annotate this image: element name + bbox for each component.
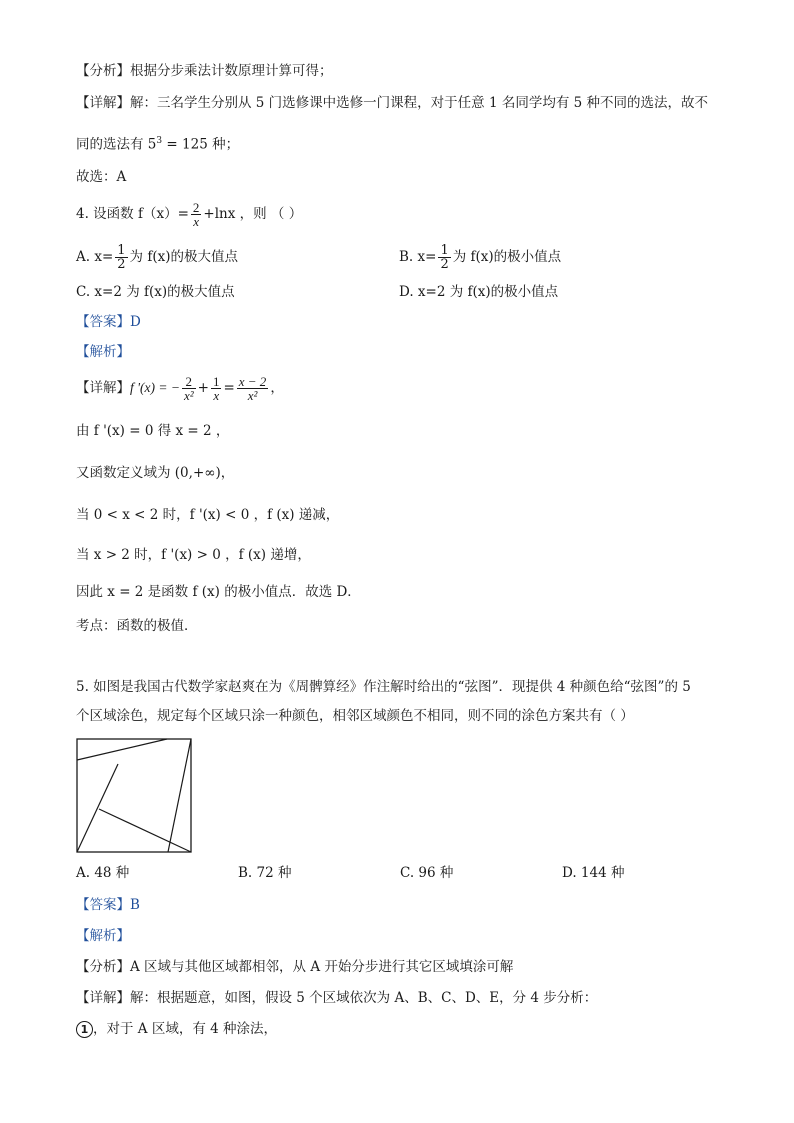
detail-text: 解：根据题意，如图，假设 5 个区域依次为 A、B、C、D、E，分 4 步分析：: [130, 990, 598, 1006]
q4-kaodian-line: 考点：函数的极值．: [76, 618, 198, 634]
analysis-text: 根据分步乘法计数原理计算可得；: [130, 63, 333, 79]
numerator: 2: [192, 200, 200, 215]
punct: ，: [270, 380, 284, 396]
fraction: [438, 244, 450, 271]
fraction: [211, 375, 222, 402]
q3-choice: 故选：A: [76, 169, 127, 185]
q4-answer: [76, 312, 141, 332]
stem-text: 4. 设函数 f（x）=: [76, 206, 189, 222]
analysis-label: 【分析】: [76, 959, 130, 975]
numerator: x − 2: [238, 374, 267, 389]
q3-analysis-line: [76, 61, 333, 81]
fraction: [237, 375, 269, 402]
detail-text: 同的选法有 5: [76, 136, 157, 153]
option-text: B. x=: [399, 249, 437, 265]
denominator: 2: [117, 257, 126, 272]
fraction: [115, 244, 127, 271]
chord-right: [168, 739, 191, 852]
exponent: 3: [156, 136, 163, 146]
numerator: 2: [185, 374, 193, 389]
denominator: x: [211, 388, 222, 402]
q4-stem: [76, 196, 302, 232]
q5-stem-line2: 个区域涂色，规定每个区域只涂一种颜色，相邻区域颜色不相同，则不同的涂色方案共有（ ）: [76, 708, 634, 724]
q4-decreasing-line: 当 0 < x < 2 时，f '(x) < 0 ，f (x) 递减，: [76, 507, 340, 523]
chord-bottom: [99, 809, 191, 852]
fraction: [191, 201, 202, 228]
q5-option-a: A. 48 种: [76, 865, 130, 881]
q5-option-b: B. 72 种: [238, 865, 292, 881]
option-text: 为 f(x)的极小值点: [452, 249, 562, 265]
q4-domain-line: 又函数定义域为 (0,+∞)，: [76, 465, 235, 481]
numerator: 1: [117, 243, 126, 258]
chord-top: [77, 739, 167, 760]
analysis-text: A 区域与其他区域都相邻，从 A 开始分步进行其它区域填涂可解: [130, 959, 514, 975]
q4-option-d: D. x=2 为 f(x)的极小值点: [399, 284, 559, 300]
detail-text: 解：三名学生分别从 5 门选修课中选修一门课程，对于任意 1 名同学均有 5 种不同的选法，故不: [130, 95, 709, 111]
q5-answer: [76, 895, 140, 915]
option-text: A. x=: [76, 249, 114, 265]
stem-text: +lnx ，则 （ ）: [203, 206, 303, 222]
q5-option-d: D. 144 种: [562, 865, 625, 881]
chord-left: [77, 764, 118, 852]
circled-number-one-icon: 1: [76, 1021, 93, 1038]
q5-option-c: C. 96 种: [400, 865, 454, 881]
q5-jiexi-label: 【解析】: [76, 928, 130, 944]
option-text: 为 f(x)的极大值点: [129, 249, 238, 265]
analysis-label: 【分析】: [76, 63, 130, 79]
q4-conclusion-line: 因此 x = 2 是函数 f (x) 的极小值点．故选 D．: [76, 584, 361, 600]
detail-label: 【详解】: [76, 990, 130, 1006]
math-op: =: [223, 380, 235, 396]
math-op: +: [197, 380, 209, 396]
fraction: [182, 375, 196, 402]
numerator: 1: [212, 374, 220, 389]
xian-tu-figure: [76, 738, 194, 854]
q4-derivative-line: [76, 368, 284, 408]
denominator: x²: [183, 388, 194, 403]
denominator: 2: [440, 257, 449, 272]
answer-value: D: [130, 314, 141, 330]
step-text: ，对于 A 区域，有 4 种涂法，: [93, 1021, 278, 1037]
q4-zero-line: 由 f '(x) = 0 得 x = 2 ，: [76, 423, 230, 439]
denominator: x: [191, 214, 202, 228]
q4-option-c: C. x=2 为 f(x)的极大值点: [76, 284, 235, 300]
q5-step1-line: [76, 1019, 277, 1039]
q4-jiexi-label: 【解析】: [76, 344, 130, 360]
q5-stem-line1: 5. 如图是我国古代数学家赵爽在为《周髀算经》作注解时给出的“弦图”．现提供 4 种颜色给“弦图”的 5: [76, 679, 691, 695]
q4-increasing-line: 当 x > 2 时，f '(x) > 0 ，f (x) 递增，: [76, 547, 311, 563]
q5-analysis-line: [76, 957, 513, 977]
answer-label: 【答案】: [76, 314, 130, 330]
q3-detail-line2: [76, 131, 239, 155]
denominator: x²: [237, 388, 269, 402]
q4-option-b: [399, 244, 561, 271]
q4-option-a: [76, 244, 238, 271]
answer-value: B: [130, 897, 140, 913]
detail-text: = 125 种；: [162, 136, 240, 153]
detail-label: 【详解】: [76, 95, 130, 111]
detail-label: 【详解】: [76, 380, 130, 396]
answer-label: 【答案】: [76, 897, 130, 913]
q3-detail-line1: [76, 93, 708, 113]
q5-detail-line: [76, 988, 597, 1008]
numerator: 1: [440, 243, 449, 258]
math-expr: f '(x) = −: [130, 380, 180, 395]
